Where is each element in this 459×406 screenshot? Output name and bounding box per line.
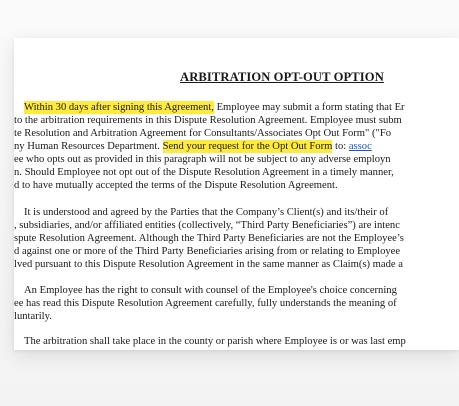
document-page xyxy=(14,38,459,350)
p3-line-2: ee has read this Dispute Resolution Agreement carefully, fully understands the meaning of xyxy=(14,298,397,309)
p1-line-4 xyxy=(14,140,372,153)
p2-line-5: lved pursuant to this Dispute Resolution Agreement in the same manner as Claim(s) made a xyxy=(14,259,403,270)
highlight-send-request: Send your request for the Opt Out Form xyxy=(162,141,333,152)
p2-line-1: It is understood and agreed by the Parties that the Company’s Client(s) and its/their of xyxy=(24,207,389,218)
highlight-within-30-days: Within 30 days after signing this Agreement, xyxy=(24,102,214,113)
p1-line-7: d to have mutually accepted the terms of the Dispute Resolution Agreement. xyxy=(14,180,338,191)
document-title: ARBITRATION OPT-OUT OPTION xyxy=(180,70,384,84)
p1-line-6: n. Should Employee not opt out of the Dispute Resolution Agreement in a timely manner, xyxy=(14,167,394,178)
p3-line-1: An Employee has the right to consult with counsel of the Employee's choice concerning xyxy=(24,285,397,296)
p2-line-2: , subsidiaries, and/or affiliated entities (collectively, “Third Party Beneficiaries”) are intenc xyxy=(14,220,400,231)
p1-line-1-rest: Employee may submit a form stating that Er xyxy=(213,102,405,113)
p2-line-4: d against one or more of the Third Party Beneficiaries arising from or relating to Employee xyxy=(14,246,401,257)
p1-line-4-mid: to: xyxy=(332,141,349,152)
p2-line-3: spute Resolution Agreement. Although the Third Party Beneficiaries are not the Employee’s xyxy=(14,233,404,244)
p1-line-1 xyxy=(24,101,405,114)
p1-line-2: to the arbitration requirements in this Dispute Resolution Agreement. Employee must subm xyxy=(14,115,402,126)
p4-line-1: The arbitration shall take place in the county or parish where Employee is or was last emp xyxy=(24,336,406,347)
p1-line-5: ee who opts out as provided in this paragraph will not be subject to any adverse employn xyxy=(14,154,391,165)
p1-line-4-start: ny Human Resources Department. xyxy=(14,141,160,152)
email-link[interactable]: assoc xyxy=(348,141,372,152)
p3-line-3: luntarily. xyxy=(14,311,52,322)
document-content xyxy=(14,38,459,350)
p1-line-3: te Resolution and Arbitration Agreement for Consultants/Associates Opt Out Form" ("Fo xyxy=(14,128,392,139)
